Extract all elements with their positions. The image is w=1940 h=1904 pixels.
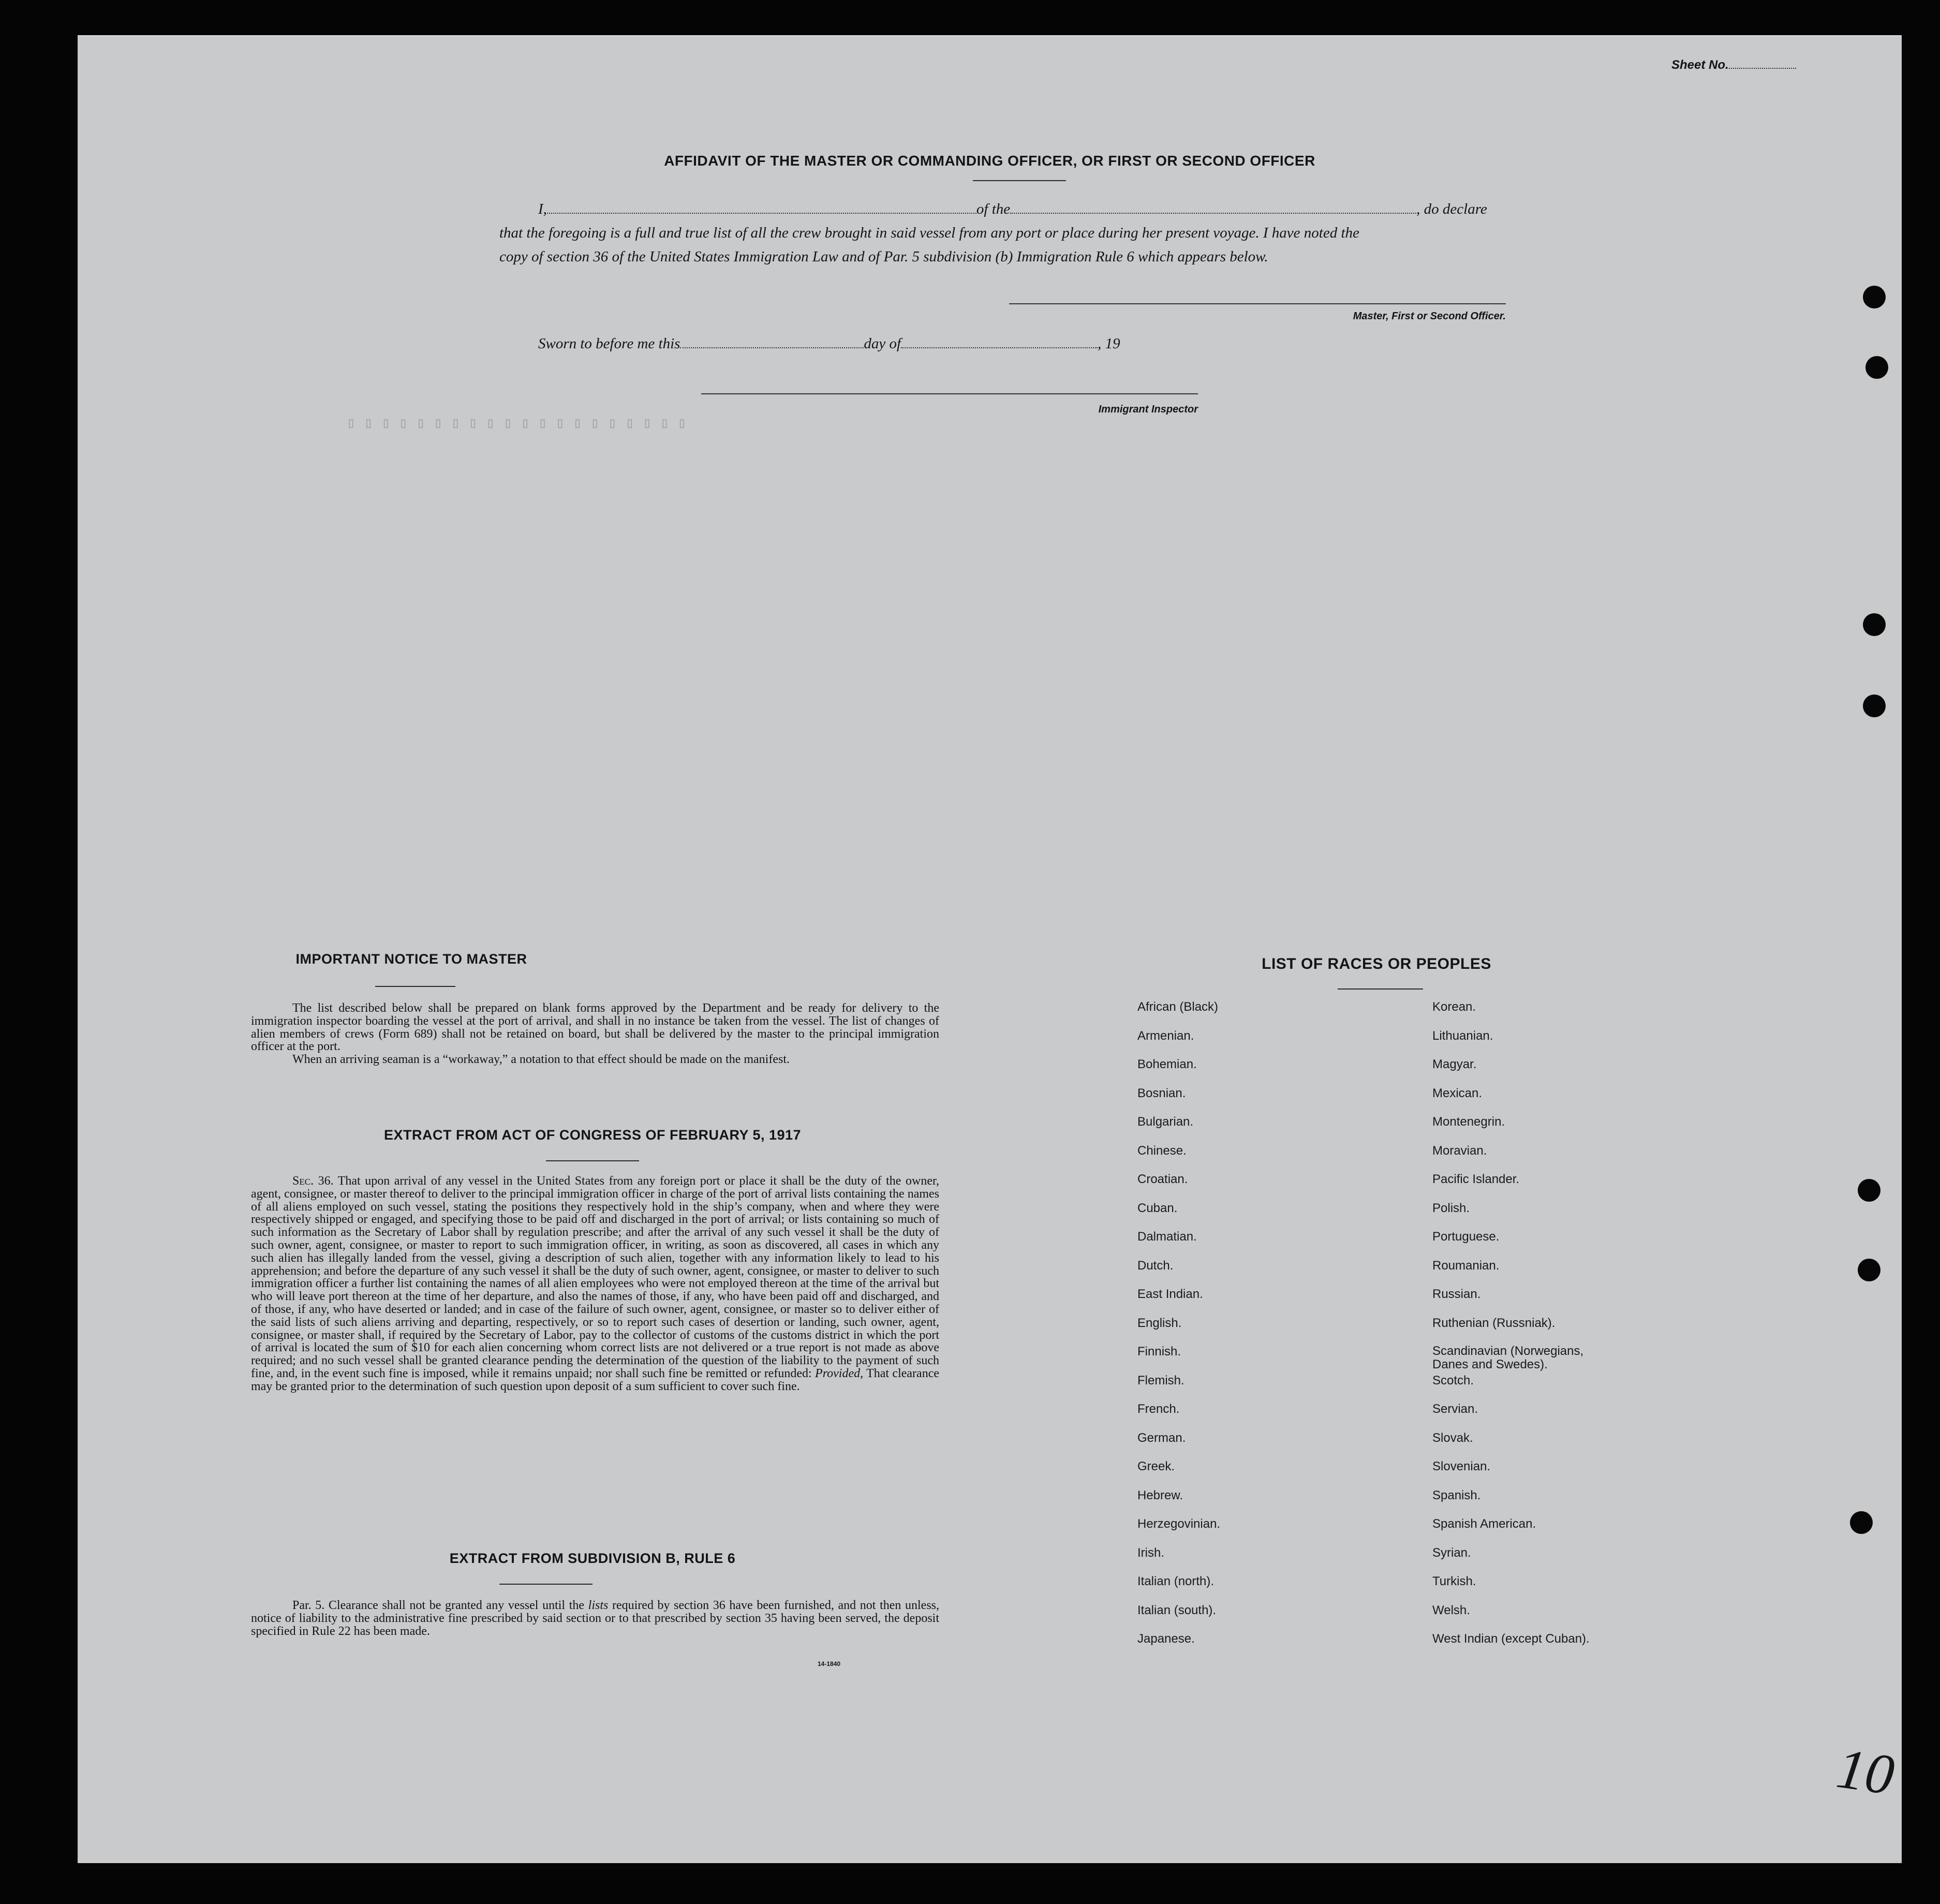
race-entry: Irish. (1137, 1545, 1165, 1560)
race-entry: Bosnian. (1137, 1086, 1186, 1100)
race-entry: Finnish. (1137, 1345, 1181, 1359)
race-entry: English. (1137, 1316, 1182, 1330)
race-entry: Bulgarian. (1137, 1115, 1194, 1129)
act-extract-body: Sec. 36. That upon arrival of any vessel in the United States from any foreign port or place it shall be the duty of the owner, agent, consignee, or master thereof to deliver to the principal immigration officer in charge of the port of arrival lists containing the names of all aliens employed on such vessel, stating the positions they respectively hold in the ship’s company, when and where they were respectively shipped or engaged, and specifying those to be paid off and discharged in the port of arrival; or lists containing so much of such information as the Secretary of Labor shall by regulation prescribe; and after the arrival of any such vessel it shall be the duty of such owner, agent, consignee, or master to report to such immigration officer, in writing, as soon as discovered, all cases in which any such alien has illegally landed from the vessel, giving a description of such alien, together with any information likely to lead to his apprehension; and before the departure of any such vessel it shall be the duty of such owner, agent, consignee, or master to deliver to such immigration officer a further list containing the names of all alien employees who were not employed thereon at the time of the arrival but who will leave port thereon at the time of her departure, and also the names of those, if any, who have been paid off and discharged, and of those, if any, who have deserted or landed; and in case of the failure of such owner, agent, consignee, or master so to deliver either of the said lists of such aliens arriving and departing, respectively, or so to report such cases of desertion or landing, such owner, agent, consignee, or master shall, if required by the Secretary of Labor, pay to the collector of customs of the customs district in which the port of arrival is located the sum of $10 for each alien concerning whom correct lists are not delivered or a true report is not made as above required; and no such vessel shall be granted clearance pending the determination of the question of the liability to the payment of such fine, and, in the event such fine is imposed, while it remains unpaid; nor shall such fine be remitted or refunded: Provided, That clearance may be granted prior to the determination of such question upon deposit of a sum sufficient to cover such fine. (251, 1174, 939, 1393)
race-entry: Chinese. (1137, 1143, 1187, 1158)
sworn-line: Sworn to before me this day of , 19 (538, 335, 1120, 352)
vessel-name-field[interactable] (1010, 213, 1416, 214)
affidavit-line-3: copy of section 36 of the United States Immigration Law and of Par. 5 subdivision (b) Immigration Rule 6 which appears below. (499, 248, 1268, 265)
notice-body: The list described below shall be prepared on blank forms approved by the Department and be ready for delivery to the immigration inspector boarding the vessel at the port of arrival, and shall in no instance be taken from the vessel. The list of changes of alien members of crews (Form 689) shall not be retained on board, but shall be delivered by the master to the principal immigration officer at the port. When an arriving seaman is a “workaway,” a notation to that effect should be made on the manifest. (251, 1001, 939, 1067)
races-title-rule (1338, 988, 1423, 990)
race-entry: Syrian. (1432, 1545, 1471, 1560)
rule-extract-title: EXTRACT FROM SUBDIVISION B, RULE 6 (449, 1551, 736, 1566)
race-entry: Bohemian. (1137, 1057, 1197, 1071)
race-entry: African (Black) (1137, 1000, 1219, 1014)
race-entry: Japanese. (1137, 1632, 1195, 1646)
master-signature-line[interactable] (1009, 303, 1506, 304)
race-entry: Turkish. (1432, 1574, 1476, 1588)
race-entry: Russian. (1432, 1287, 1481, 1301)
race-entry: Slovak. (1432, 1430, 1473, 1445)
affidavit-title: AFFIDAVIT OF THE MASTER OR COMMANDING OFFICER, OR FIRST OR SECOND OFFICER (664, 153, 1315, 169)
race-entry: Spanish. (1432, 1488, 1481, 1502)
race-entry: Portuguese. (1432, 1230, 1500, 1244)
punch-hole (1858, 1179, 1880, 1202)
race-entry: Dutch. (1137, 1258, 1174, 1273)
punch-hole (1850, 1511, 1873, 1534)
race-entry: Cuban. (1137, 1201, 1178, 1215)
race-entry: Hebrew. (1137, 1488, 1183, 1502)
officer-name-field[interactable] (547, 213, 976, 214)
race-entry: East Indian. (1137, 1287, 1203, 1301)
punch-hole (1863, 695, 1886, 717)
race-entry: Ruthenian (Russniak). (1432, 1316, 1556, 1330)
notice-title: IMPORTANT NOTICE TO MASTER (295, 951, 527, 967)
race-entry: Servian. (1432, 1402, 1478, 1416)
race-entry: French. (1137, 1402, 1180, 1416)
race-entry: German. (1137, 1430, 1186, 1445)
inspector-signature-line[interactable] (701, 393, 1198, 394)
race-entry: Scandinavian (Norwegians, Danes and Swedes). (1432, 1344, 1584, 1371)
race-entry: Italian (north). (1137, 1574, 1215, 1588)
race-entry: Croatian. (1137, 1172, 1188, 1186)
races-title: LIST OF RACES OR PEOPLES (1262, 955, 1491, 972)
race-entry: Flemish. (1137, 1373, 1184, 1388)
affidavit-line-2: that the foregoing is a full and true list of all the crew brought in said vessel from any port or place during her present voyage. I have noted the (499, 225, 1359, 241)
punch-hole (1858, 1259, 1880, 1281)
race-entry: Herzegovinian. (1137, 1517, 1221, 1531)
race-entry: Roumanian. (1432, 1258, 1500, 1273)
race-entry: Magyar. (1432, 1057, 1477, 1071)
notice-title-rule (375, 986, 455, 987)
affidavit-title-rule (973, 180, 1066, 181)
race-entry: Korean. (1432, 1000, 1476, 1014)
race-entry: Slovenian. (1432, 1459, 1491, 1473)
race-entry: Pacific Islander. (1432, 1172, 1520, 1186)
manifest-sheet (78, 36, 1902, 1863)
race-entry: Polish. (1432, 1201, 1470, 1215)
rule-extract-body: Par. 5. Clearance shall not be granted any vessel until the lists required by section 36 have been furnished, and not then unless, notice of liability to the administrative fine prescribed by said section or to that prescribed by section 35 having been served, the deposit specified in Rule 22 has been made. (251, 1599, 940, 1638)
rule-extract-rule (499, 1584, 593, 1585)
race-entry: Montenegrin. (1432, 1115, 1505, 1129)
bleed-through-marks: ▯ ▯ ▯ ▯ ▯ ▯ ▯ ▯ ▯ ▯ ▯ ▯ ▯ ▯ ▯ ▯ ▯ ▯ ▯ ▯ (347, 416, 687, 432)
sheet-number-label: Sheet No. (1671, 58, 1796, 72)
race-entry: Greek. (1137, 1459, 1175, 1473)
sworn-month-field[interactable] (901, 347, 1098, 348)
race-entry: Spanish American. (1432, 1517, 1536, 1531)
race-entry: Dalmatian. (1137, 1230, 1197, 1244)
punch-hole (1863, 613, 1886, 636)
race-entry: Scotch. (1432, 1373, 1474, 1388)
race-entry: Lithuanian. (1432, 1028, 1493, 1043)
race-entry: West Indian (except Cuban). (1432, 1632, 1590, 1646)
sworn-day-field[interactable] (680, 347, 864, 348)
race-entry: Welsh. (1432, 1603, 1470, 1617)
punch-hole (1865, 356, 1888, 379)
master-signature-label: Master, First or Second Officer. (1353, 311, 1506, 322)
inspector-signature-label: Immigrant Inspector (1098, 404, 1198, 415)
form-number: 14-1840 (818, 1660, 841, 1667)
race-entry: Italian (south). (1137, 1603, 1217, 1617)
race-entry: Moravian. (1432, 1143, 1487, 1158)
affidavit-line-1: I, of the , do declare (538, 201, 1487, 217)
act-extract-title: EXTRACT FROM ACT OF CONGRESS OF FEBRUARY 5, 1917 (383, 1127, 802, 1143)
handwritten-sheet-number: 10 (1833, 1736, 1899, 1807)
act-extract-rule (546, 1160, 639, 1161)
race-entry: Mexican. (1432, 1086, 1483, 1100)
race-entry: Armenian. (1137, 1028, 1194, 1043)
punch-hole (1863, 286, 1886, 308)
